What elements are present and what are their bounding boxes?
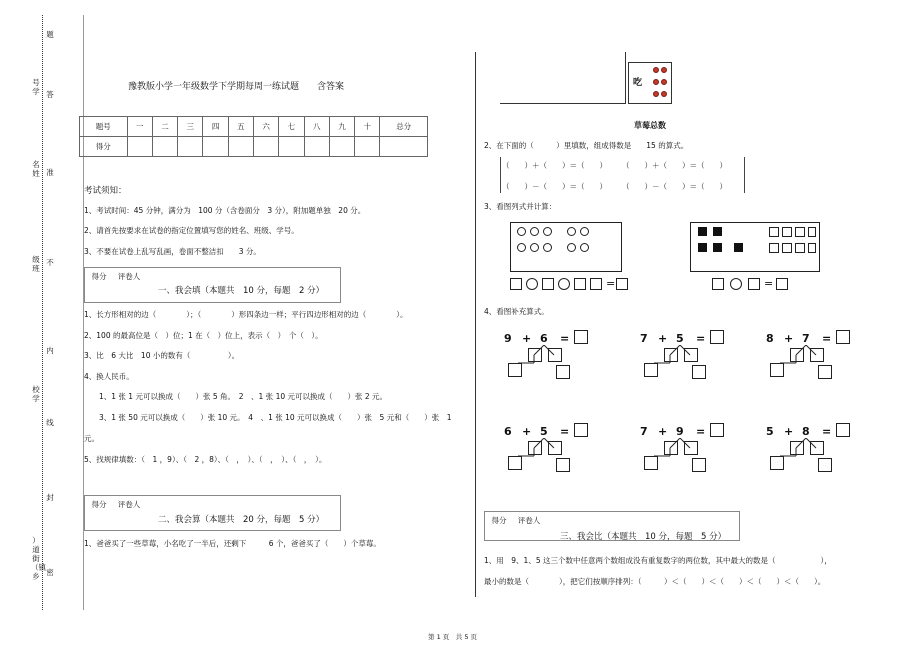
score-cell[interactable] — [178, 137, 203, 157]
score-table — [79, 116, 428, 157]
equation-operator: + — [658, 425, 668, 438]
score-header-cell: 十 — [355, 117, 380, 137]
score-table-header-row — [80, 117, 428, 137]
score-cell[interactable] — [152, 137, 177, 157]
equation-operator: + — [784, 332, 794, 345]
section2-question-1: 1、爸爸买了一些草莓，小名吃了一半后，还剩下 6 个，爸爸买了（ ）个草莓。 — [84, 539, 381, 548]
score-cell[interactable] — [304, 137, 329, 157]
circle-shape — [580, 243, 589, 252]
circle-shape — [567, 243, 576, 252]
equation-operator: + — [522, 425, 532, 438]
equation-equals: = — [696, 425, 706, 438]
split-box-a[interactable] — [528, 348, 542, 362]
right-question-4: 4、看图补充算式。 — [484, 307, 549, 316]
equals-sign: = — [764, 277, 774, 290]
sum-answer-box[interactable] — [710, 330, 724, 344]
equation-equals: = — [696, 332, 706, 345]
score-header-cell: 九 — [329, 117, 354, 137]
empty-square — [808, 227, 816, 237]
empty-square — [795, 243, 805, 253]
section1-question-5: 5、找规律填数：（ 1 ，9）、（ 2 ，8）、（ ， ）、（ ， ）、（ ， ）。 — [84, 455, 327, 464]
score-row-label: 得分 — [80, 137, 128, 157]
section1-question-2: 2、100 的最高位是（ ）位；1 在（ ）位上，表示（ ） 个（ ）。 — [84, 331, 323, 340]
q3-circles-picture — [510, 222, 622, 272]
score-header-cell: 总分 — [380, 117, 428, 137]
score-header-cell: 题号 — [80, 117, 128, 137]
answer-box[interactable] — [748, 278, 760, 290]
strawberry-icon — [661, 91, 667, 97]
notice-heading: 考试须知： — [84, 186, 127, 196]
sum-answer-box[interactable] — [836, 423, 850, 437]
empty-square — [782, 243, 792, 253]
equation-addend-a: 5 — [766, 425, 774, 438]
filled-square — [698, 227, 707, 236]
equation-block — [640, 425, 730, 485]
equals-sign: = — [606, 277, 616, 290]
equation-addend-b: 9 — [676, 425, 684, 438]
split-box-b[interactable] — [810, 441, 824, 455]
split-box-left[interactable] — [644, 456, 658, 470]
score-header-cell: 四 — [203, 117, 228, 137]
section2-title: 二、我会算（本题共 20 分，每题 5 分） — [158, 515, 325, 525]
notice-item-1: 1、考试时间：45 分钟，满分为 100 分（含卷面分 3 分），附加题单独 20 分。 — [84, 206, 366, 215]
split-box-c[interactable] — [556, 365, 570, 379]
sum-answer-box[interactable] — [574, 330, 588, 344]
section3-question-1b: 最小的数是（ ），把它们按顺序排列：（ ）＜（ ）＜（ ）＜（ ）＜（ ）。 — [484, 577, 826, 586]
empty-square — [782, 227, 792, 237]
split-box-c[interactable] — [556, 458, 570, 472]
split-box-a[interactable] — [790, 441, 804, 455]
score-header-cell: 五 — [228, 117, 253, 137]
binding-mark-6: 线 — [46, 418, 54, 427]
score-header-cell: 六 — [253, 117, 278, 137]
scorebox-label-score: 得分 — [91, 272, 107, 281]
equation-block — [766, 425, 856, 485]
equation-addend-a: 9 — [504, 332, 512, 345]
split-box-left[interactable] — [644, 363, 658, 377]
split-box-left[interactable] — [770, 456, 784, 470]
q2-left-border — [500, 157, 501, 193]
score-header-cell: 八 — [304, 117, 329, 137]
score-header-cell: 一 — [127, 117, 152, 137]
binding-mark-4: 不 — [46, 258, 54, 267]
q2-subtract-row: （ ）－（ ）＝（ ） （ ）－（ ）＝（ ） — [502, 182, 727, 191]
circle-shape — [530, 227, 539, 236]
score-cell[interactable] — [355, 137, 380, 157]
answer-box[interactable] — [712, 278, 724, 290]
answer-box[interactable] — [590, 278, 602, 290]
equation-addend-b: 5 — [676, 332, 684, 345]
equation-block — [504, 425, 594, 485]
scorebox-label-score: 得分 — [91, 500, 107, 509]
split-box-b[interactable] — [810, 348, 824, 362]
notice-item-2: 2、请首先按要求在试卷的指定位置填写您的姓名、班级、学号。 — [84, 226, 299, 235]
q3-squares-picture — [690, 222, 820, 272]
split-box-a[interactable] — [664, 441, 678, 455]
equation-addend-b: 8 — [802, 425, 810, 438]
score-header-cell: 二 — [152, 117, 177, 137]
split-box-c[interactable] — [818, 458, 832, 472]
field-name: 名姓 — [32, 160, 40, 178]
section1-question-4b: 3、1 张 50 元可以换成（ ）张 10 元。 4 、1 张 10 元可以换成（ ）张 5 元和（ ）张 1 — [99, 413, 452, 422]
section1-question-1: 1、长方形相对的边（ ）；（ ）形四条边一样；平行四边形相对的边（ ）。 — [84, 310, 408, 319]
score-cell[interactable] — [253, 137, 278, 157]
strawberry-icons — [653, 67, 669, 101]
field-class: 级班 — [32, 255, 40, 273]
answer-box[interactable] — [542, 278, 554, 290]
equation-block — [640, 332, 730, 392]
split-box-left[interactable] — [508, 456, 522, 470]
circle-shape — [543, 243, 552, 252]
strawberry-total-label: 草莓总数 — [634, 121, 666, 130]
q3-answer-row-2 — [712, 278, 802, 292]
equation-equals: = — [560, 332, 570, 345]
section3-title: 三、我会比（本题共 10 分，每题 5 分） — [560, 532, 727, 542]
circle-shape — [530, 243, 539, 252]
split-box-c[interactable] — [818, 365, 832, 379]
split-box-c[interactable] — [692, 365, 706, 379]
answer-box[interactable] — [510, 278, 522, 290]
filled-square — [698, 243, 707, 252]
section1-question-4a: 1、1 张 1 元可以换成（ ）张 5 角。 2 、1 张 10 元可以换成（ ）张 2 元。 — [99, 392, 388, 401]
page-title: 豫教版小学一年级数学下学期每周一练试题 含答案 — [128, 82, 345, 92]
circle-shape — [543, 227, 552, 236]
binding-mark-1: 题 — [46, 30, 54, 39]
strawberry-icon — [653, 67, 659, 73]
equation-equals: = — [560, 425, 570, 438]
column-divider — [475, 52, 476, 597]
binding-mark-3: 准 — [46, 168, 54, 177]
section3-question-1a: 1、用 9、1、5 这三个数中任意两个数组成没有重复数字的两位数，其中最大的数是（ ）， — [484, 556, 832, 565]
split-box-b[interactable] — [548, 441, 562, 455]
equation-addend-b: 7 — [802, 332, 810, 345]
scorebox-label-grader: 评卷人 — [117, 500, 141, 509]
right-question-2: 2、在下面的（ ）里填数，组成得数是 15 的算式。 — [484, 141, 689, 150]
split-box-a[interactable] — [664, 348, 678, 362]
circle-shape — [567, 227, 576, 236]
equation-addend-b: 6 — [540, 332, 548, 345]
q3-answer-row-1 — [510, 278, 635, 292]
score-cell[interactable] — [329, 137, 354, 157]
split-box-b[interactable] — [684, 348, 698, 362]
score-cell[interactable] — [203, 137, 228, 157]
answer-box[interactable] — [776, 278, 788, 290]
split-box-a[interactable] — [790, 348, 804, 362]
field-township: ）道街（镇乡 — [31, 536, 46, 581]
strawberry-icon — [661, 79, 667, 85]
equation-operator: + — [522, 332, 532, 345]
section1-question-4: 4、换人民币。 — [84, 372, 134, 381]
scorebox-label-grader: 评卷人 — [117, 272, 141, 281]
split-box-c[interactable] — [692, 458, 706, 472]
score-cell[interactable] — [127, 137, 152, 157]
section1-title: 一、我会填（本题共 10 分，每题 2 分） — [158, 286, 325, 296]
score-table-score-row — [80, 137, 428, 157]
circle-shape — [580, 227, 589, 236]
score-header-cell: 三 — [178, 117, 203, 137]
split-box-a[interactable] — [528, 441, 542, 455]
filled-square — [713, 227, 722, 236]
empty-square — [808, 243, 816, 253]
sum-answer-box[interactable] — [710, 423, 724, 437]
binding-mark-7: 封 — [46, 493, 54, 502]
filled-square — [713, 243, 722, 252]
sum-answer-box[interactable] — [574, 423, 588, 437]
equation-equals: = — [822, 332, 832, 345]
equation-addend-a: 7 — [640, 425, 648, 438]
equation-operator: + — [658, 332, 668, 345]
score-header-cell: 七 — [279, 117, 304, 137]
operator-circle[interactable] — [558, 278, 570, 290]
filled-square — [734, 243, 743, 252]
binding-strip — [28, 15, 86, 610]
section1-question-3: 3、比 6 大比 10 小的数有（ ）。 — [84, 351, 240, 360]
empty-square — [769, 243, 779, 253]
empty-square — [795, 227, 805, 237]
strawberry-icon — [661, 67, 667, 73]
scorebox-label-grader: 评卷人 — [517, 516, 541, 525]
binding-mark-2: 答 — [46, 90, 54, 99]
equation-equals: = — [822, 425, 832, 438]
eat-label: 吃 — [633, 78, 643, 88]
equation-block — [766, 332, 856, 392]
circle-shape — [517, 243, 526, 252]
operator-circle[interactable] — [730, 278, 742, 290]
equation-addend-a: 6 — [504, 425, 512, 438]
q2-add-row: （ ）＋（ ）＝（ ） （ ）＋（ ）＝（ ） — [502, 161, 727, 170]
binding-dotted-line — [42, 15, 43, 610]
binding-mark-8: 密 — [46, 568, 54, 577]
binding-mark-5: 内 — [46, 346, 54, 355]
split-box-b[interactable] — [684, 441, 698, 455]
equation-operator: + — [784, 425, 794, 438]
score-cell[interactable] — [380, 137, 428, 157]
empty-square — [769, 227, 779, 237]
field-school: 校学 — [32, 385, 40, 403]
strawberry-picture-frame — [500, 52, 626, 104]
right-question-3: 3、看图列式并计算： — [484, 202, 557, 211]
split-box-left[interactable] — [508, 363, 522, 377]
operator-circle[interactable] — [526, 278, 538, 290]
notice-item-3: 3、不要在试卷上乱写乱画，卷面不整洁扣 3 分。 — [84, 247, 261, 256]
q2-right-border — [744, 157, 745, 193]
score-cell[interactable] — [279, 137, 304, 157]
scorebox-label-score: 得分 — [491, 516, 507, 525]
section1-question-4c: 元。 — [84, 434, 99, 443]
answer-box[interactable] — [616, 278, 628, 290]
equation-addend-a: 7 — [640, 332, 648, 345]
answer-box[interactable] — [574, 278, 586, 290]
score-cell[interactable] — [228, 137, 253, 157]
sum-answer-box[interactable] — [836, 330, 850, 344]
split-box-b[interactable] — [548, 348, 562, 362]
equation-addend-b: 5 — [540, 425, 548, 438]
strawberry-box — [628, 62, 672, 104]
page-footer: 第 1 页 共 5 页 — [428, 633, 478, 641]
split-box-left[interactable] — [770, 363, 784, 377]
strawberry-icon — [653, 91, 659, 97]
circle-shape — [517, 227, 526, 236]
equation-addend-a: 8 — [766, 332, 774, 345]
strawberry-icon — [653, 79, 659, 85]
equation-block — [504, 332, 594, 392]
field-student-id: 号学 — [32, 78, 40, 96]
